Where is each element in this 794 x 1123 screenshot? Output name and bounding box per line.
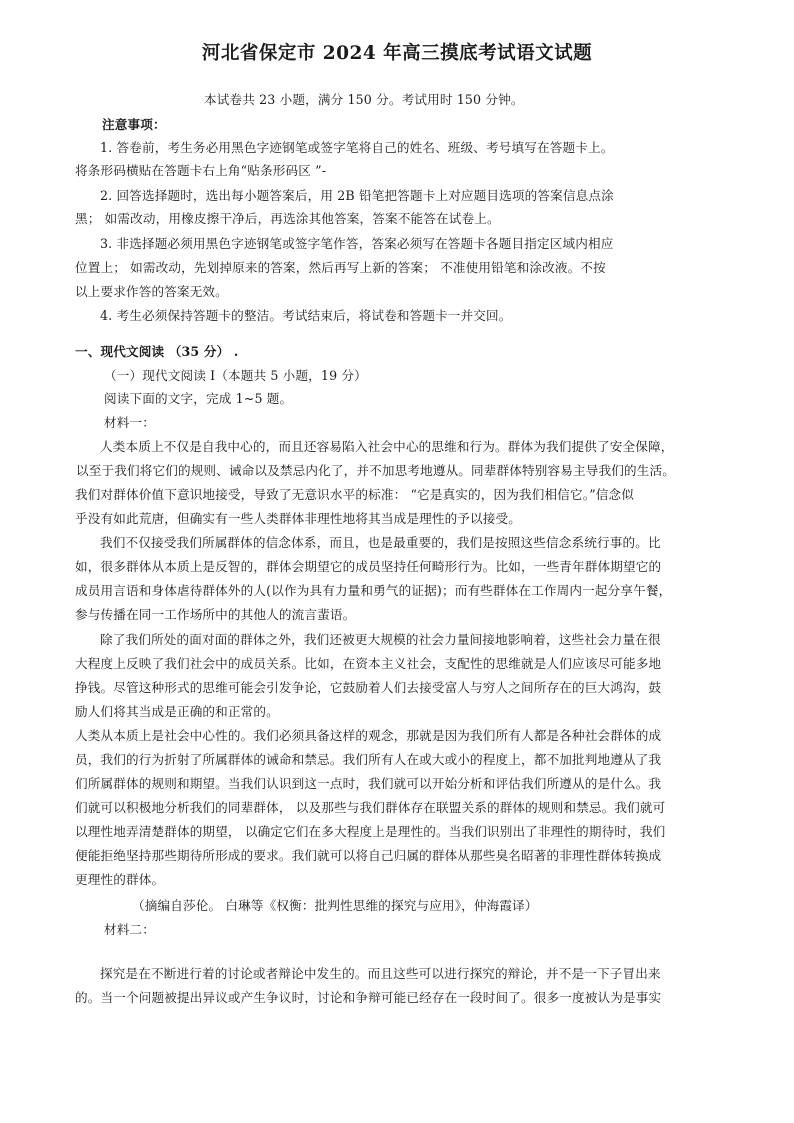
body-line: 成员用言语和身体虐待群体外的人(以作为具有力量和勇气的证据)；而有些群体在工作周内一起分享午餐， <box>75 583 672 598</box>
section-heading: 一、现代文阅读 （35 分） . <box>75 344 239 359</box>
body-line: 们就可以积极地分析我们的同辈群体， 以及那些与我们群体存在联盟关系的群体的规则和禁忌。我们就可 <box>75 800 666 815</box>
body-line: 员，我们的行为折射了所属群体的诫命和禁忌。我们所有人在或大或小的程度上，都不加批判地遵从了我 <box>75 752 662 767</box>
exam-intro: 本试卷共 23 小题，满分 150 分。考试用时 150 分钟。 <box>204 92 524 107</box>
source-citation: （摘编自莎伦。 白琳等《权衡：批判性思维的探究与应用》，仲海霞译） <box>132 898 538 913</box>
notice-line: 以上要求作答的答案无效。 <box>75 284 228 299</box>
body-line: 探究是在不断进行着的讨论或者辩论中发生的。而且这些可以进行探究的辩论，并不是一下子冒出来 <box>100 966 661 981</box>
sub-heading: （一）现代文阅读 Ⅰ（本题共 5 小题，19 分） <box>104 368 367 383</box>
body-line: 我们对群体价值下意识地接受，导致了无意识水平的标准： “它是真实的，因为我们相信它。”信念似 <box>75 487 635 502</box>
exam-title: 河北省保定市 2024 年高三摸底考试语文试题 <box>201 43 593 64</box>
body-line: 以至于我们将它们的规则、诫命以及禁忌内化了，并不加思考地遵从。同辈群体特别容易主导我们的生活。 <box>76 463 675 478</box>
body-line: 以理性地弄清楚群体的期望， 以确定它们在多大程度上是理性的。当我们识别出了非理性的期待时，我们 <box>75 824 666 839</box>
body-line: 除了我们所处的面对面的群体之外，我们还被更大规模的社会力量间接地影响着，这些社会力量在很 <box>100 632 661 647</box>
material-one-label: 材料一： <box>104 415 155 430</box>
reading-instruction: 阅读下面的文字，完成 1~5 题。 <box>104 391 293 406</box>
body-line: 乎没有如此荒唐，但确实有一些人类群体非理性地将其当成是理性的予以接受。 <box>75 511 522 526</box>
body-line: 我们不仅接受我们所属群体的信念体系，而且，也是最重要的，我们是按照这些信念系统行事的。比 <box>100 535 661 550</box>
body-line: 挣钱。尽管这种形式的思维可能会引发争论，它鼓励着人们去接受富人与穷人之间所存在的巨大鸿沟，鼓 <box>75 680 662 695</box>
material-two-label: 材料二： <box>104 922 155 937</box>
body-line: 人类本质上不仅是自我中心的，而且还容易陷入社会中心的思维和行为。群体为我们提供了安全保障， <box>100 439 674 454</box>
body-line: 更理性的群体。 <box>75 872 165 887</box>
notice-line: 1. 答卷前，考生务必用黑色字迹钢笔或签字笔将自己的姓名、班级、考号填写在答题卡上。 <box>100 140 614 155</box>
body-line: 参与传播在同一工作场所中的其他人的流言蜚语。 <box>75 607 356 622</box>
body-line: 人类从本质上是社会中心性的。我们必须具备这样的观念，那就是因为我们所有人都是各种社会群体的成 <box>75 728 662 743</box>
notice-line: 2. 回答选择题时，选出每小题答案后，用 2B 铅笔把答题卡上对应题目选项的答案信息点涂 <box>100 188 614 203</box>
notice-line: 4. 考生必须保持答题卡的整洁。考试结束后，将试卷和答题卡一并交回。 <box>100 308 512 323</box>
body-line: 们所属群体的规则和期望。当我们认识到这一点时，我们就可以开始分析和评估我们所遵从的是什么。我 <box>75 776 662 791</box>
body-line: 如，很多群体从本质上是反智的，群体会期望它的成员坚持任何畸形行为。比如，一些青年群体期望它的 <box>75 559 662 574</box>
notice-line: 将条形码横贴在答题卡右上角“贴条形码区 ”- <box>75 163 327 178</box>
body-line: 励人们将其当成是正确的和正常的。 <box>75 704 279 719</box>
body-line: 大程度上反映了我们社会中的成员关系。比如，在资本主义社会，支配性的思维就是人们应该尽可能多地 <box>75 656 662 671</box>
notice-line: 黑； 如需改动，用橡皮擦干净后，再选涂其他答案，答案不能答在试卷上。 <box>75 211 500 226</box>
notice-line: 位置上； 如需改动，先划掉原来的答案，然后再写上新的答案； 不准使用铅笔和涂改液。不按 <box>75 260 606 275</box>
body-line: 的。当一个问题被提出异议或产生争议时，讨论和争辩可能已经存在一段时间了。很多一度被认为是事实 <box>75 990 662 1005</box>
body-line: 便能拒绝坚持那些期待所形成的要求。我们就可以将自己归属的群体从那些臭名昭著的非理性群体转换成 <box>75 848 662 863</box>
notice-heading: 注意事项： <box>102 117 166 132</box>
notice-line: 3. 非选择题必须用黑色字迹钢笔或签字笔作答，答案必须写在答题卡各题目指定区域内相应 <box>100 236 614 251</box>
